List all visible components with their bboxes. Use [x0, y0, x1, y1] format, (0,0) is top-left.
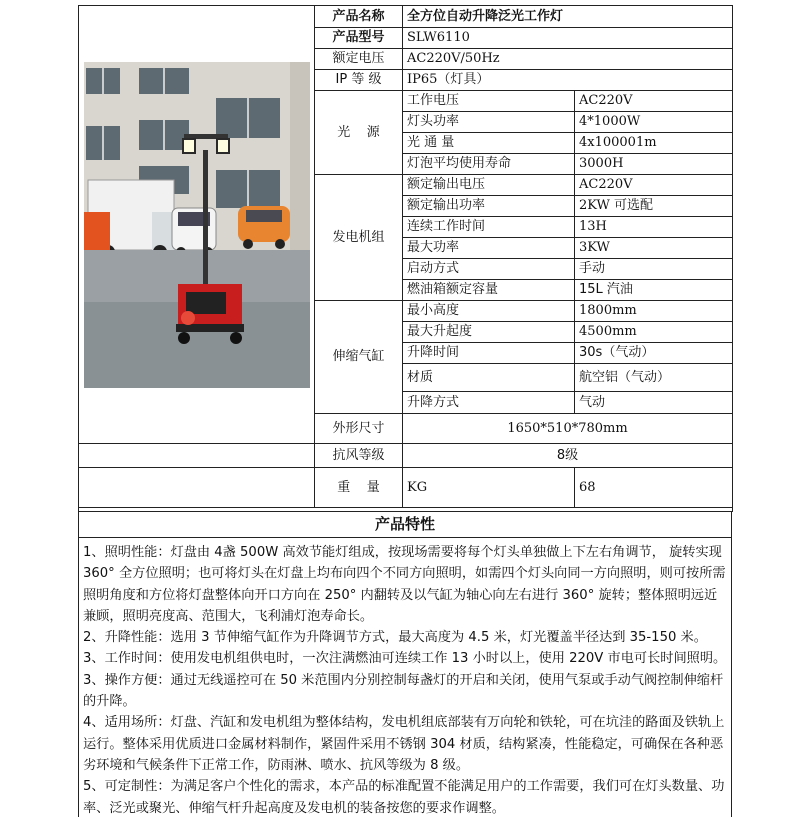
wind-label: 抗风等级	[315, 444, 403, 468]
voltage-value: AC220V/50Hz	[403, 49, 733, 70]
light-source-key: 灯泡平均使用寿命	[403, 154, 575, 175]
cylinder-label: 伸缩气缸	[315, 301, 403, 414]
generator-key: 额定输出功率	[403, 196, 575, 217]
size-value: 1650*510*780mm	[403, 414, 733, 444]
feature-paragraph: 1、照明性能：灯盘由 4盏 500W 高效节能灯组成，按现场需要将每个灯头单独做上下左右角调节， 旋转实现 360° 全方位照明；也可将灯头在灯盘上均布向四个不同方向照明，如需四个灯头向同一方向照明，则可按所需照明角度和方位将灯盘整体向开口方向在 250° 内翻转及以气缸为轴心向左右进行 360° 旋转；整体照明远近兼顾，照明亮度高、范围大，飞利浦灯泡寿命长。	[83, 545, 726, 624]
cylinder-key: 升降方式	[403, 392, 575, 414]
weight-label: 重 量	[315, 468, 403, 508]
light-source-value: 4x100001m	[575, 133, 733, 154]
generator-value: AC220V	[575, 175, 733, 196]
photo-spacer	[79, 468, 315, 508]
features-title: 产品特性	[78, 511, 732, 538]
light-source-key: 灯头功率	[403, 112, 575, 133]
feature-paragraph: 3、操作方便：通过无线遥控可在 50 米范围内分别控制每盏灯的开启和关闭，使用气泵或手动气阀控制伸缩杆的升降。	[83, 672, 724, 710]
generator-label: 发电机组	[315, 175, 403, 301]
name-value: 全方位自动升降泛光工作灯	[403, 6, 733, 28]
generator-key: 额定输出电压	[403, 175, 575, 196]
cylinder-key: 升降时间	[403, 343, 575, 364]
product-photo	[84, 62, 310, 388]
cylinder-value: 1800mm	[575, 301, 733, 322]
feature-paragraph: 2、升降性能：选用 3 节伸缩气缸作为升降调节方式，最大高度为 4.5 米，灯光覆盖半径达到 35-150 米。	[83, 630, 707, 646]
light-source-key: 光 通 量	[403, 133, 575, 154]
voltage-label: 额定电压	[315, 49, 403, 70]
weight-unit: KG	[403, 468, 575, 508]
ip-label: IP 等 级	[315, 70, 403, 91]
light-source-label: 光 源	[315, 91, 403, 175]
photo-spacer	[79, 444, 315, 468]
generator-key: 连续工作时间	[403, 217, 575, 238]
cylinder-value: 4500mm	[575, 322, 733, 343]
generator-key: 启动方式	[403, 259, 575, 280]
generator-value: 手动	[575, 259, 733, 280]
cylinder-value: 气动	[575, 392, 733, 414]
feature-paragraph: 3、工作时间：使用发电机组供电时，一次注满燃油可连续工作 13 小时以上，使用 220V 市电可长时间照明。	[83, 651, 727, 667]
light-source-value: 4*1000W	[575, 112, 733, 133]
generator-value: 15L 汽油	[575, 280, 733, 301]
product-photo-cell	[79, 6, 315, 444]
spec-table	[78, 5, 733, 512]
cylinder-key: 最小高度	[403, 301, 575, 322]
generator-value: 2KW 可选配	[575, 196, 733, 217]
model-value: SLW6110	[403, 28, 733, 49]
generator-value: 13H	[575, 217, 733, 238]
feature-paragraph: 5、可定制性：为满足客户个性化的需求，本产品的标准配置不能满足用户的工作需要，我们可在灯头数量、功率、泛光或聚光、伸缩气杆升起高度及发电机的装备按您的要求作调整。	[83, 779, 725, 816]
light-source-value: AC220V	[575, 91, 733, 112]
cylinder-value: 30s（气动）	[575, 343, 733, 364]
wind-value: 8级	[403, 444, 733, 468]
feature-paragraph: 4、适用场所：灯盘、汽缸和发电机组为整体结构，发电机组底部装有万向轮和铁轮，可在坑洼的路面及铁轨上运行。整体采用优质进口金属材料制作，紧固件采用不锈钢 304 材质，结构紧凑，性能稳定，可确保在各种恶劣环境和气候条件下正常工作，防雨淋、喷水、抗风等级为 8 级。	[83, 715, 725, 773]
model-label: 产品型号	[315, 28, 403, 49]
light-source-value: 3000H	[575, 154, 733, 175]
generator-key: 燃油箱额定容量	[403, 280, 575, 301]
ip-value: IP65（灯具）	[403, 70, 733, 91]
features-body	[78, 538, 732, 817]
size-label: 外形尺寸	[315, 414, 403, 444]
generator-value: 3KW	[575, 238, 733, 259]
weight-value: 68	[575, 468, 733, 508]
light-source-key: 工作电压	[403, 91, 575, 112]
cylinder-key: 最大升起度	[403, 322, 575, 343]
cylinder-value: 航空铝（气动）	[575, 364, 733, 392]
generator-key: 最大功率	[403, 238, 575, 259]
name-label: 产品名称	[315, 6, 403, 28]
cylinder-key: 材质	[403, 364, 575, 392]
